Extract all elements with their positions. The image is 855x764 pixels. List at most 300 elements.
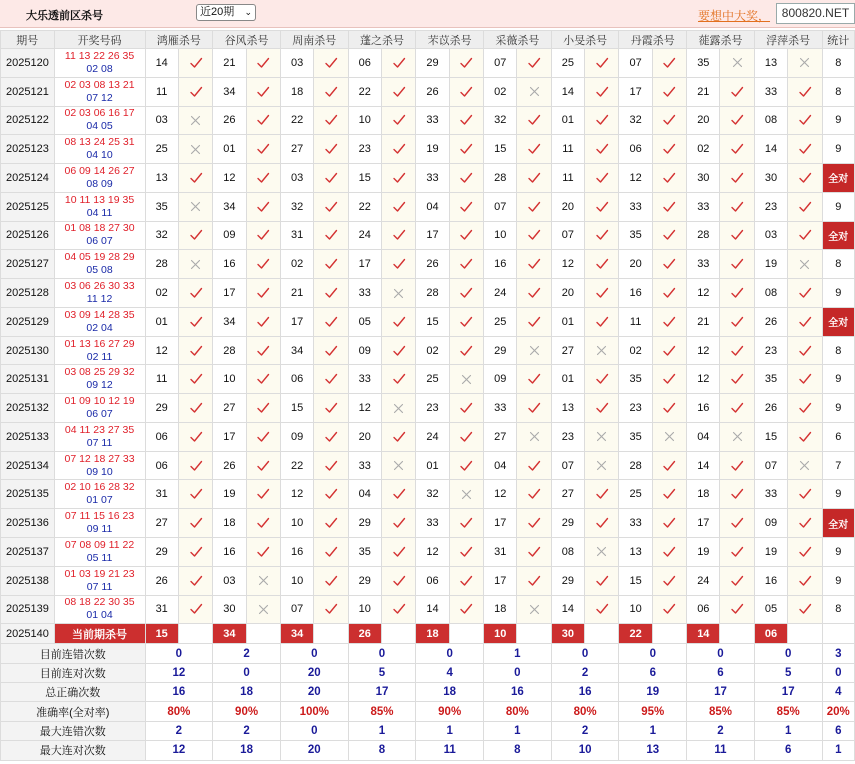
check-icon (314, 430, 347, 444)
kill-number-cell: 10 (348, 106, 381, 135)
check-icon (247, 430, 280, 444)
stats-value: 4 (416, 663, 484, 682)
result-cell (652, 279, 686, 308)
stats-value: 2 (551, 721, 619, 740)
result-cell (381, 365, 415, 394)
kill-number-cell: 25 (551, 49, 584, 78)
kill-number-cell: 17 (416, 221, 449, 250)
result-cell (178, 192, 212, 221)
draw-back-numbers: 04 10 (86, 149, 113, 162)
kill-number-cell: 06 (145, 422, 178, 451)
check-icon (450, 142, 483, 156)
check-icon (450, 56, 483, 70)
result-cell (178, 135, 212, 164)
stats-value: 1 (348, 721, 416, 740)
result-cell (246, 49, 280, 78)
draw-numbers-cell (54, 221, 145, 250)
check-icon (179, 430, 212, 444)
result-cell (314, 106, 348, 135)
promo-link[interactable]: 要想中大奖， (698, 9, 771, 23)
result-cell (178, 566, 212, 595)
current-kill-number: 10 (484, 624, 517, 644)
draw-numbers-cell (54, 250, 145, 279)
period-cell: 2025123 (1, 135, 55, 164)
kill-number-cell: 07 (619, 49, 652, 78)
stats-value: 80% (484, 702, 552, 721)
kill-number-cell: 31 (280, 221, 313, 250)
kill-number-cell: 23 (551, 422, 584, 451)
table-row (1, 106, 855, 135)
kill-number-cell: 14 (687, 451, 720, 480)
kill-number-cell: 33 (416, 509, 449, 538)
check-icon (517, 257, 550, 271)
stats-value: 90% (416, 702, 484, 721)
result-cell (381, 279, 415, 308)
result-cell (381, 595, 415, 624)
kill-number-cell: 03 (280, 49, 313, 78)
kill-number-cell: 28 (145, 250, 178, 279)
kill-number-cell: 17 (484, 566, 517, 595)
cross-icon (517, 86, 550, 97)
check-icon (720, 228, 753, 242)
current-kill-number: 15 (145, 624, 178, 644)
kill-number-cell: 07 (484, 192, 517, 221)
result-cell (720, 566, 754, 595)
check-icon (247, 372, 280, 386)
kill-number-cell: 19 (213, 480, 246, 509)
result-cell (652, 595, 686, 624)
check-icon (382, 257, 415, 271)
check-icon (788, 113, 821, 127)
result-cell (449, 451, 483, 480)
kill-number-cell: 06 (687, 595, 720, 624)
result-cell (720, 106, 754, 135)
kill-number-cell: 16 (213, 538, 246, 567)
draw-numbers-cell (54, 538, 145, 567)
kill-number-cell: 20 (348, 422, 381, 451)
check-icon (382, 85, 415, 99)
result-cell (652, 422, 686, 451)
result-cell (517, 365, 551, 394)
result-cell (178, 480, 212, 509)
kill-number-cell: 07 (551, 451, 584, 480)
stats-value: 0 (145, 644, 213, 663)
chevron-down-icon: ⌄ (244, 7, 252, 17)
check-icon (314, 574, 347, 588)
result-cell (788, 279, 822, 308)
result-cell (788, 422, 822, 451)
check-icon (517, 56, 550, 70)
result-cell (517, 480, 551, 509)
check-icon (517, 315, 550, 329)
check-icon (450, 545, 483, 559)
check-icon (788, 142, 821, 156)
stats-row (1, 683, 855, 702)
draw-numbers-cell (54, 164, 145, 193)
check-icon (314, 315, 347, 329)
result-cell (788, 451, 822, 480)
stats-value: 18 (213, 683, 281, 702)
draw-back-numbers: 09 11 (86, 523, 113, 536)
result-cell (246, 480, 280, 509)
check-icon (788, 372, 821, 386)
result-cell (246, 394, 280, 423)
kill-number-cell: 06 (280, 365, 313, 394)
check-icon (517, 401, 550, 415)
kill-number-cell: 22 (280, 451, 313, 480)
check-icon (382, 545, 415, 559)
stats-value: 12 (145, 741, 213, 760)
current-stat-blank (822, 624, 854, 644)
stats-value: 100% (280, 702, 348, 721)
result-cell (246, 365, 280, 394)
result-cell (517, 336, 551, 365)
current-result-blank (381, 624, 415, 644)
result-cell (652, 77, 686, 106)
check-icon (585, 257, 618, 271)
result-cell (720, 221, 754, 250)
cross-icon (179, 201, 212, 212)
stats-value: 20 (280, 683, 348, 702)
kill-number-cell: 14 (416, 595, 449, 624)
kill-number-cell: 04 (687, 422, 720, 451)
kill-number-cell: 35 (619, 365, 652, 394)
check-icon (720, 257, 753, 271)
kill-number-cell: 09 (484, 365, 517, 394)
kill-number-cell: 32 (145, 221, 178, 250)
check-icon (382, 516, 415, 530)
check-icon (382, 344, 415, 358)
kill-number-cell: 12 (484, 480, 517, 509)
check-icon (517, 372, 550, 386)
kill-number-cell: 26 (754, 307, 787, 336)
draw-numbers-cell (54, 480, 145, 509)
result-cell (585, 365, 619, 394)
correct-count-cell: 9 (822, 365, 854, 394)
check-icon (720, 372, 753, 386)
result-cell (381, 480, 415, 509)
kill-number-table-container (0, 30, 855, 764)
result-cell (720, 164, 754, 193)
col-header-expert: 蓰露杀号 (687, 31, 755, 49)
result-cell (314, 451, 348, 480)
kill-number-cell: 15 (619, 566, 652, 595)
check-icon (382, 56, 415, 70)
check-icon (788, 200, 821, 214)
cross-icon (517, 431, 550, 442)
check-icon (653, 459, 686, 473)
table-row (1, 250, 855, 279)
result-cell (314, 77, 348, 106)
stats-value: 80% (551, 702, 619, 721)
check-icon (450, 602, 483, 616)
kill-number-cell: 32 (619, 106, 652, 135)
check-icon (653, 344, 686, 358)
period-cell: 2025130 (1, 336, 55, 365)
result-cell (314, 422, 348, 451)
kill-number-cell: 31 (145, 595, 178, 624)
kill-number-cell: 17 (213, 279, 246, 308)
kill-number-table (0, 30, 855, 761)
kill-number-cell: 22 (348, 77, 381, 106)
col-header-expert: 芣苡杀号 (416, 31, 484, 49)
draw-front-numbers: 04 05 19 28 29 (64, 251, 135, 264)
result-cell (585, 307, 619, 336)
result-cell (381, 566, 415, 595)
cross-icon (585, 546, 618, 557)
draw-numbers-cell (54, 509, 145, 538)
stats-value: 1 (416, 721, 484, 740)
period-select-value: 近20期 (200, 6, 235, 18)
result-cell (788, 106, 822, 135)
kill-number-cell: 27 (551, 480, 584, 509)
result-cell (652, 307, 686, 336)
all-correct-badge: 全对 (822, 221, 854, 250)
result-cell (585, 422, 619, 451)
result-cell (314, 394, 348, 423)
stats-value: 18 (416, 683, 484, 702)
kill-number-cell: 12 (348, 394, 381, 423)
result-cell (381, 250, 415, 279)
kill-number-cell: 12 (416, 538, 449, 567)
cross-icon (382, 460, 415, 471)
kill-number-cell: 16 (213, 250, 246, 279)
check-icon (247, 142, 280, 156)
cross-icon (247, 575, 280, 586)
table-row (1, 451, 855, 480)
correct-count-cell: 8 (822, 595, 854, 624)
cross-icon (382, 403, 415, 414)
check-icon (788, 401, 821, 415)
result-cell (585, 595, 619, 624)
check-icon (247, 545, 280, 559)
stats-value: 2 (213, 721, 281, 740)
check-icon (720, 85, 753, 99)
check-icon (314, 113, 347, 127)
cross-icon (653, 431, 686, 442)
correct-count-cell: 9 (822, 566, 854, 595)
kill-number-cell: 25 (484, 307, 517, 336)
result-cell (314, 365, 348, 394)
result-cell (788, 595, 822, 624)
result-cell (246, 422, 280, 451)
table-row (1, 307, 855, 336)
draw-front-numbers: 08 13 24 25 31 (64, 136, 135, 149)
draw-numbers-cell (54, 365, 145, 394)
correct-count-cell: 9 (822, 279, 854, 308)
result-cell (517, 192, 551, 221)
kill-number-cell: 28 (213, 336, 246, 365)
kill-number-cell: 19 (416, 135, 449, 164)
result-cell (585, 451, 619, 480)
period-cell: 2025138 (1, 566, 55, 595)
draw-front-numbers: 03 06 26 30 33 (64, 280, 135, 292)
kill-number-cell: 12 (213, 164, 246, 193)
result-cell (449, 566, 483, 595)
stats-value: 85% (348, 702, 416, 721)
kill-number-cell: 33 (484, 394, 517, 423)
check-icon (450, 228, 483, 242)
result-cell (517, 135, 551, 164)
kill-number-cell: 33 (416, 164, 449, 193)
check-icon (517, 516, 550, 530)
result-cell (720, 365, 754, 394)
check-icon (247, 344, 280, 358)
result-cell (585, 336, 619, 365)
cross-icon (585, 460, 618, 471)
draw-front-numbers: 07 12 18 27 33 (64, 452, 135, 465)
check-icon (653, 286, 686, 300)
result-cell (314, 480, 348, 509)
result-cell (449, 164, 483, 193)
result-cell (788, 480, 822, 509)
result-cell (585, 538, 619, 567)
result-cell (585, 480, 619, 509)
stats-value: 0 (687, 644, 755, 663)
check-icon (450, 315, 483, 329)
kill-number-cell: 07 (484, 49, 517, 78)
draw-front-numbers: 10 11 13 19 35 (64, 193, 135, 206)
kill-number-cell: 20 (687, 106, 720, 135)
check-icon (517, 171, 550, 185)
kill-number-cell: 19 (754, 538, 787, 567)
result-cell (314, 538, 348, 567)
kill-number-cell: 12 (145, 336, 178, 365)
result-cell (517, 221, 551, 250)
check-icon (585, 56, 618, 70)
kill-number-cell: 31 (484, 538, 517, 567)
check-icon (314, 286, 347, 300)
result-cell (381, 451, 415, 480)
result-cell (449, 394, 483, 423)
stats-value: 18 (213, 741, 281, 760)
stats-value: 16 (484, 683, 552, 702)
kill-number-cell: 21 (213, 49, 246, 78)
check-icon (247, 228, 280, 242)
result-cell (720, 336, 754, 365)
cross-icon (179, 115, 212, 126)
check-icon (247, 113, 280, 127)
draw-back-numbers: 04 05 (86, 120, 113, 133)
result-cell (178, 307, 212, 336)
stats-row (1, 702, 855, 721)
check-icon (585, 113, 618, 127)
result-cell (381, 336, 415, 365)
check-icon (653, 171, 686, 185)
check-icon (314, 487, 347, 501)
draw-back-numbers: 01 04 (86, 609, 113, 622)
check-icon (788, 545, 821, 559)
check-icon (788, 602, 821, 616)
stats-total: 20% (822, 702, 854, 721)
check-icon (382, 487, 415, 501)
result-cell (449, 307, 483, 336)
draw-back-numbers: 09 10 (86, 465, 113, 478)
check-icon (179, 344, 212, 358)
check-icon (314, 171, 347, 185)
kill-number-cell: 17 (484, 509, 517, 538)
check-icon (179, 171, 212, 185)
all-correct-badge: 全对 (822, 509, 854, 538)
draw-front-numbers: 02 03 08 13 21 (64, 78, 135, 91)
kill-number-cell: 26 (213, 106, 246, 135)
current-kill-number: 30 (551, 624, 584, 644)
check-icon (314, 200, 347, 214)
kill-number-cell: 09 (280, 422, 313, 451)
check-icon (720, 315, 753, 329)
kill-number-cell: 03 (145, 106, 178, 135)
result-cell (178, 279, 212, 308)
result-cell (381, 422, 415, 451)
result-cell (720, 250, 754, 279)
draw-back-numbers: 07 11 (86, 580, 113, 593)
col-header-expert: 鸿雁杀号 (145, 31, 213, 49)
stats-row (1, 741, 855, 760)
kill-number-cell: 33 (754, 480, 787, 509)
check-icon (788, 228, 821, 242)
kill-number-cell: 18 (213, 509, 246, 538)
stats-value: 11 (687, 741, 755, 760)
result-cell (314, 279, 348, 308)
kill-number-cell: 24 (416, 422, 449, 451)
current-result-blank (246, 624, 280, 644)
result-cell (449, 365, 483, 394)
result-cell (449, 49, 483, 78)
kill-number-cell: 09 (754, 509, 787, 538)
table-row (1, 595, 855, 624)
check-icon (179, 516, 212, 530)
check-icon (314, 85, 347, 99)
check-icon (450, 516, 483, 530)
result-cell (720, 595, 754, 624)
stats-value: 1 (484, 721, 552, 740)
result-cell (314, 221, 348, 250)
kill-number-cell: 25 (145, 135, 178, 164)
kill-number-cell: 33 (619, 192, 652, 221)
table-row (1, 509, 855, 538)
result-cell (788, 394, 822, 423)
kill-number-cell: 06 (416, 566, 449, 595)
stats-value: 16 (145, 683, 213, 702)
period-cell: 2025134 (1, 451, 55, 480)
stats-value: 8 (348, 741, 416, 760)
stats-value: 0 (619, 644, 687, 663)
result-cell (517, 422, 551, 451)
check-icon (247, 257, 280, 271)
table-row (1, 538, 855, 567)
result-cell (517, 307, 551, 336)
result-cell (788, 77, 822, 106)
kill-number-cell: 16 (280, 538, 313, 567)
stats-value: 85% (754, 702, 822, 721)
check-icon (382, 142, 415, 156)
kill-number-cell: 27 (145, 509, 178, 538)
result-cell (449, 192, 483, 221)
kill-number-cell: 14 (754, 135, 787, 164)
result-cell (720, 394, 754, 423)
current-result-blank (652, 624, 686, 644)
period-select[interactable] (196, 4, 256, 21)
cross-icon (179, 259, 212, 270)
check-icon (585, 142, 618, 156)
check-icon (382, 113, 415, 127)
check-icon (450, 171, 483, 185)
correct-count-cell: 6 (822, 422, 854, 451)
kill-number-cell: 03 (213, 566, 246, 595)
kill-number-cell: 25 (619, 480, 652, 509)
check-icon (720, 487, 753, 501)
check-icon (585, 372, 618, 386)
